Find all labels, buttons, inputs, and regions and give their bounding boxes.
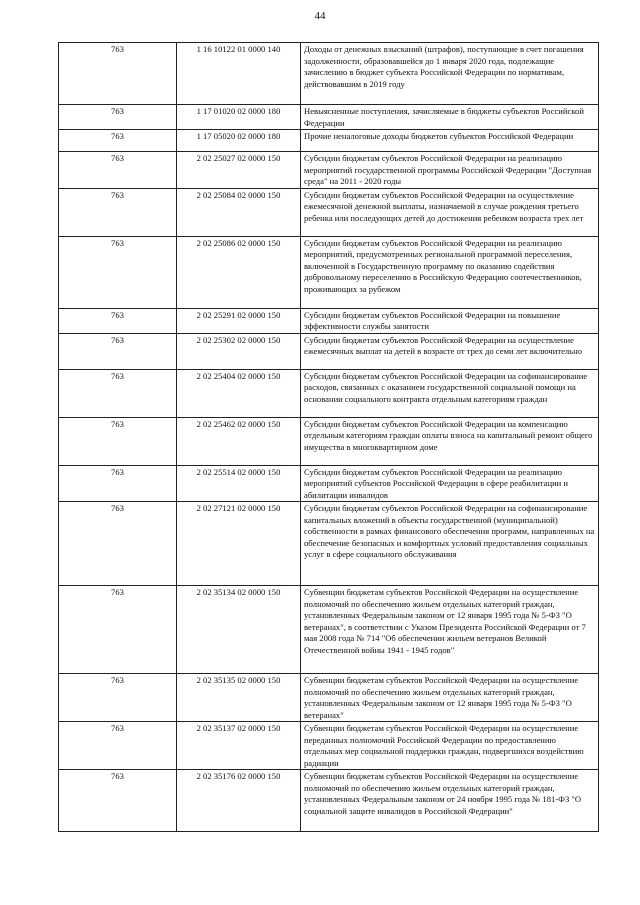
revenue-name-cell: Субвенции бюджетам субъектов Российской Федерации на осуществление переданных полномочий Российской Федерации по предоставлению отдельных мер социальной поддержки граждан, подвергшихся воздействию радиации: [301, 722, 599, 770]
table-row: [59, 105, 599, 130]
budget-code-cell: 1 17 01020 02 0000 180: [177, 105, 301, 130]
revenue-name-cell: Субсидии бюджетам субъектов Российской Федерации на реализацию мероприятий государственной программы Российской Федерации "Доступная среда" на 2011 - 2020 годы: [301, 152, 599, 189]
budget-code-cell: 2 02 35134 02 0000 150: [177, 586, 301, 674]
admin-code-cell: 763: [59, 333, 177, 369]
budget-code-cell: 2 02 27121 02 0000 150: [177, 502, 301, 586]
revenue-name-cell: Субсидии бюджетам субъектов Российской Федерации на софинансирование расходов, связанных с оказанием государственной социальной помощи на основании социального контракта отдельным категориям граждан: [301, 369, 599, 417]
table-row: [59, 722, 599, 770]
admin-code-cell: 763: [59, 369, 177, 417]
budget-code-cell: 2 02 25084 02 0000 150: [177, 188, 301, 236]
table-row: [59, 152, 599, 189]
table-row: [59, 308, 599, 333]
budget-code-cell: 2 02 25086 02 0000 150: [177, 236, 301, 308]
budget-code-cell: 2 02 25462 02 0000 150: [177, 417, 301, 465]
budget-code-cell: 2 02 25027 02 0000 150: [177, 152, 301, 189]
budget-code-cell: 1 16 10122 01 0000 140: [177, 43, 301, 105]
revenue-name-cell: Субвенции бюджетам субъектов Российской Федерации на осуществление полномочий по обеспечению жильем отдельных категорий граждан, установленных Федеральным законом от 24 ноября 1995 года № 181-ФЗ "О социальной защите инвалидов в Российской Федерации": [301, 770, 599, 832]
budget-code-cell: 2 02 35176 02 0000 150: [177, 770, 301, 832]
budget-code-cell: 2 02 25291 02 0000 150: [177, 308, 301, 333]
budget-code-cell: 2 02 35137 02 0000 150: [177, 722, 301, 770]
admin-code-cell: 763: [59, 722, 177, 770]
budget-code-cell: 2 02 25404 02 0000 150: [177, 369, 301, 417]
table-row: [59, 586, 599, 674]
admin-code-cell: 763: [59, 586, 177, 674]
table-row: [59, 770, 599, 832]
revenue-name-cell: Субсидии бюджетам субъектов Российской Федерации на осуществление ежемесячной денежной выплаты, назначаемой в случае рождения третьего ребенка или последующих детей до достижения ребенком возраста трех лет: [301, 188, 599, 236]
table-row: [59, 674, 599, 722]
budget-code-cell: 1 17 05020 02 0000 180: [177, 130, 301, 152]
budget-code-cell: 2 02 35135 02 0000 150: [177, 674, 301, 722]
revenue-name-cell: Невыясненные поступления, зачисляемые в бюджеты субъектов Российской Федерации: [301, 105, 599, 130]
table-row: [59, 130, 599, 152]
revenue-name-cell: Субсидии бюджетам субъектов Российской Федерации на осуществление ежемесячных выплат на детей в возрасте от трех до семи лет включительно: [301, 333, 599, 369]
admin-code-cell: 763: [59, 417, 177, 465]
revenue-name-cell: Субсидии бюджетам субъектов Российской Федерации на софинансирование капитальных вложений в объекты государственной (муниципальной) собственности в рамках финансового обеспечения программ, направленных на обеспечение безопасных и комфортных условий предоставления социальных услуг в сфере социального обслуживания: [301, 502, 599, 586]
admin-code-cell: 763: [59, 502, 177, 586]
revenue-name-cell: Субвенции бюджетам субъектов Российской Федерации на осуществление полномочий по обеспечению жильем отдельных категорий граждан, установленных Федеральным законом от 12 января 1995 года № 5-ФЗ "О ветеранах": [301, 674, 599, 722]
admin-code-cell: 763: [59, 105, 177, 130]
table-row: [59, 502, 599, 586]
revenue-name-cell: Доходы от денежных взысканий (штрафов), поступающие в счет погашения задолженности, образовавшейся до 1 января 2020 года, подлежащие зачислению в бюджет субъекта Российской Федерации по нормативам, действовавшим в 2019 году: [301, 43, 599, 105]
table-row: [59, 188, 599, 236]
budget-revenue-table: [58, 42, 599, 832]
admin-code-cell: 763: [59, 152, 177, 189]
revenue-name-cell: Субсидии бюджетам субъектов Российской Федерации на компенсацию отдельным категориям граждан оплаты взноса на капитальный ремонт общего имущества в многоквартирном доме: [301, 417, 599, 465]
admin-code-cell: 763: [59, 188, 177, 236]
table-row: [59, 43, 599, 105]
admin-code-cell: 763: [59, 43, 177, 105]
budget-code-cell: 2 02 25302 02 0000 150: [177, 333, 301, 369]
admin-code-cell: 763: [59, 770, 177, 832]
table-body: [59, 43, 599, 832]
table-row: [59, 333, 599, 369]
table-row: [59, 417, 599, 465]
admin-code-cell: 763: [59, 308, 177, 333]
revenue-name-cell: Субсидии бюджетам субъектов Российской Федерации на реализацию мероприятий субъектов Российской Федерации в сфере реабилитации и абилитации инвалидов: [301, 465, 599, 502]
page-number: 44: [314, 10, 326, 22]
revenue-name-cell: Субвенции бюджетам субъектов Российской Федерации на осуществление полномочий по обеспечению жильем отдельных категорий граждан, установленных Федеральным законом от 12 января 1995 года № 5-ФЗ "О ветеранах", в соответствии с Указом Президента Российской Федерации от 7 мая 2008 года № 714 "Об обеспечении жильем ветеранов Великой Отечественной войны 1941 - 1945 годов": [301, 586, 599, 674]
table-row: [59, 236, 599, 308]
revenue-name-cell: Субсидии бюджетам субъектов Российской Федерации на реализацию мероприятий, предусмотренных региональной программой переселения, включенной в Государственную программу по оказанию содействия добровольному переселению в Российскую Федерацию соотечественников, проживающих за рубежом: [301, 236, 599, 308]
admin-code-cell: 763: [59, 236, 177, 308]
revenue-name-cell: Субсидии бюджетам субъектов Российской Федерации на повышение эффективности службы занятости: [301, 308, 599, 333]
table-row: [59, 369, 599, 417]
admin-code-cell: 763: [59, 465, 177, 502]
table-row: [59, 465, 599, 502]
admin-code-cell: 763: [59, 130, 177, 152]
admin-code-cell: 763: [59, 674, 177, 722]
revenue-name-cell: Прочие неналоговые доходы бюджетов субъектов Российской Федерации: [301, 130, 599, 152]
budget-code-cell: 2 02 25514 02 0000 150: [177, 465, 301, 502]
